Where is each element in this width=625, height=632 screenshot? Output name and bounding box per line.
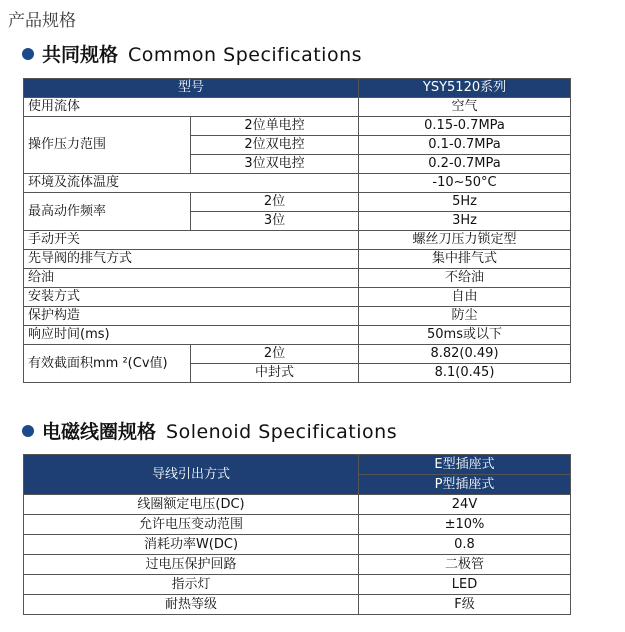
row-value: 空气 (359, 98, 571, 117)
row-sublabel: 2位单电控 (191, 117, 359, 136)
row-label: 耐热等级 (24, 595, 359, 615)
row-value: 自由 (359, 288, 571, 307)
row-sublabel: 2位 (191, 193, 359, 212)
header-wiring-value-e: E型插座式 (359, 455, 571, 475)
common-spec-table (23, 78, 571, 383)
table-row (24, 117, 571, 136)
row-value: 二极管 (359, 555, 571, 575)
row-sublabel: 2位 (191, 345, 359, 364)
table-row (24, 174, 571, 193)
row-label: 最高动作频率 (24, 193, 191, 231)
table-row (24, 326, 571, 345)
bullet-icon (22, 425, 34, 437)
table-row (24, 555, 571, 575)
common-heading-cn: 共同规格 (42, 44, 119, 66)
row-label: 过电压保护回路 (24, 555, 359, 575)
row-value: 0.2-0.7MPa (359, 155, 571, 174)
row-label: 指示灯 (24, 575, 359, 595)
row-label: 有效截面积mm ²(Cv值) (24, 345, 191, 383)
table-row (24, 307, 571, 326)
table-row (24, 515, 571, 535)
row-label: 手动开关 (24, 231, 359, 250)
table-row (24, 345, 571, 364)
header-model-value: YSY5120系列 (359, 79, 571, 98)
row-sublabel: 3位双电控 (191, 155, 359, 174)
row-label: 给油 (24, 269, 359, 288)
row-label: 环境及流体温度 (24, 174, 359, 193)
table-row (24, 535, 571, 555)
header-wiring-label: 导线引出方式 (24, 455, 359, 495)
row-value: 24V (359, 495, 571, 515)
table-row (24, 193, 571, 212)
row-label: 保护构造 (24, 307, 359, 326)
header-model-label: 型号 (24, 79, 359, 98)
row-value: 3Hz (359, 212, 571, 231)
bullet-icon (22, 48, 34, 60)
solenoid-heading-en: Solenoid Specifications (166, 421, 398, 443)
row-value: 防尘 (359, 307, 571, 326)
row-label: 使用流体 (24, 98, 359, 117)
row-value: 50ms或以下 (359, 326, 571, 345)
row-value: F级 (359, 595, 571, 615)
row-sublabel: 3位 (191, 212, 359, 231)
table-row (24, 98, 571, 117)
table-row (24, 231, 571, 250)
row-value: 0.1-0.7MPa (359, 136, 571, 155)
table-row (24, 269, 571, 288)
row-value: 0.8 (359, 535, 571, 555)
row-value: 集中排气式 (359, 250, 571, 269)
page-title: 产品规格 (8, 11, 76, 31)
row-label: 安装方式 (24, 288, 359, 307)
row-value: -10~50°C (359, 174, 571, 193)
table-row (24, 595, 571, 615)
row-sublabel: 中封式 (191, 364, 359, 383)
solenoid-spec-table (23, 454, 571, 615)
table-header-row (24, 455, 571, 475)
header-wiring-value-p: P型插座式 (359, 475, 571, 495)
table-row (24, 575, 571, 595)
common-spec-heading (22, 40, 362, 67)
row-value: 5Hz (359, 193, 571, 212)
row-value: 螺丝刀压力锁定型 (359, 231, 571, 250)
row-value: ±10% (359, 515, 571, 535)
row-value: 0.15-0.7MPa (359, 117, 571, 136)
common-heading-en: Common Specifications (128, 44, 363, 66)
row-sublabel: 2位双电控 (191, 136, 359, 155)
row-label: 线圈额定电压(DC) (24, 495, 359, 515)
row-label: 允许电压变动范围 (24, 515, 359, 535)
table-row (24, 495, 571, 515)
solenoid-heading-cn: 电磁线圈规格 (42, 421, 157, 443)
row-label: 消耗功率W(DC) (24, 535, 359, 555)
row-label: 先导阀的排气方式 (24, 250, 359, 269)
row-value: 不给油 (359, 269, 571, 288)
table-row (24, 288, 571, 307)
row-value: LED (359, 575, 571, 595)
row-value: 8.82(0.49) (359, 345, 571, 364)
row-label: 操作压力范围 (24, 117, 191, 174)
row-label: 响应时间(ms) (24, 326, 359, 345)
table-header-row (24, 79, 571, 98)
solenoid-spec-heading (22, 417, 397, 444)
row-value: 8.1(0.45) (359, 364, 571, 383)
table-row (24, 250, 571, 269)
